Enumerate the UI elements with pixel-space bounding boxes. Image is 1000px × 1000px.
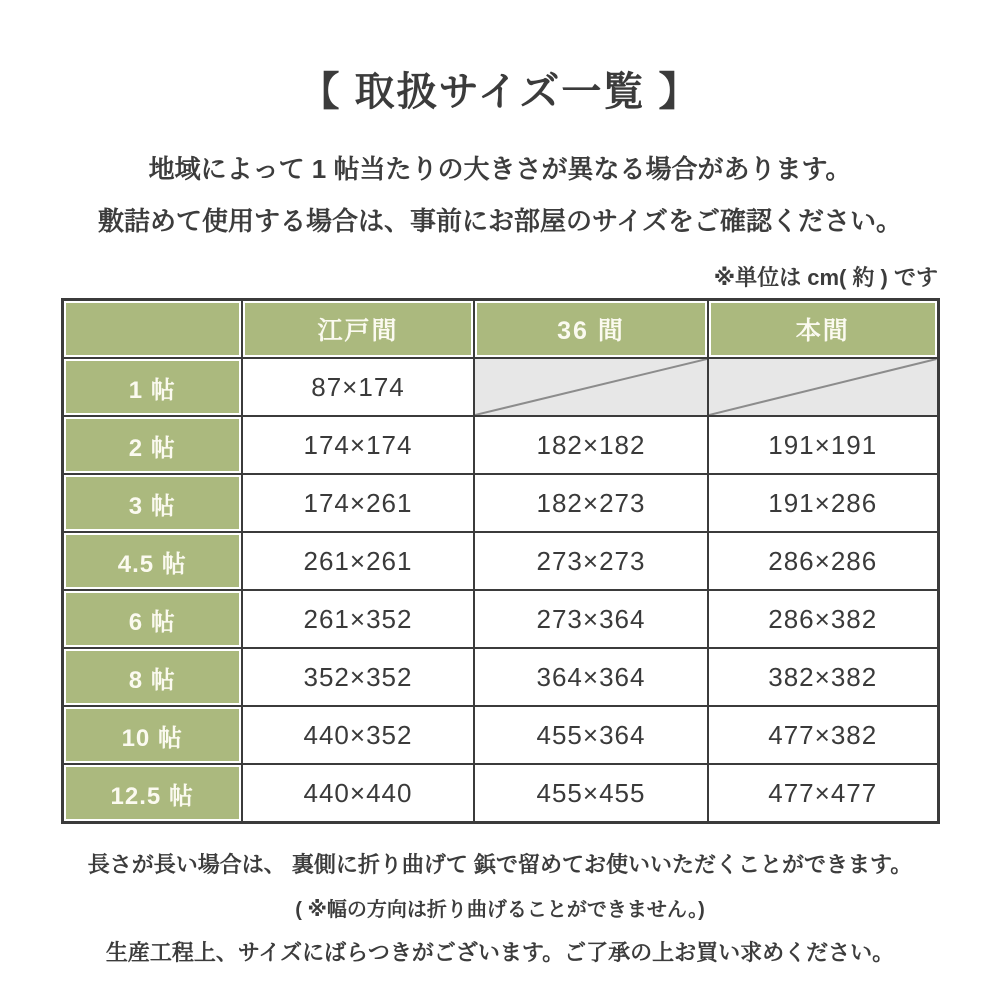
size-value-cell: 477×382 xyxy=(708,706,938,764)
table-row xyxy=(62,474,938,532)
table-row xyxy=(62,648,938,706)
footer-line-3: 生産工程上、サイズにばらつきがございます。ご了承の上お買い求めください。 xyxy=(105,940,895,965)
row-label: 4.5 帖 xyxy=(62,532,242,590)
not-available-cell xyxy=(474,358,708,416)
description-line-1: 地域によって 1 帖当たりの大きさが異なる場合があります。 xyxy=(148,154,852,184)
size-value-cell: 191×191 xyxy=(708,416,938,474)
size-table xyxy=(61,298,940,824)
row-label: 12.5 帖 xyxy=(62,764,242,823)
size-value-cell: 182×182 xyxy=(474,416,708,474)
size-value-cell: 382×382 xyxy=(708,648,938,706)
size-value-cell: 352×352 xyxy=(242,648,474,706)
column-header-edoma: 江戸間 xyxy=(242,300,474,359)
size-value-cell: 182×273 xyxy=(474,474,708,532)
row-label: 2 帖 xyxy=(62,416,242,474)
description-text xyxy=(0,143,1000,247)
size-value-cell: 440×440 xyxy=(242,764,474,823)
size-value-cell: 87×174 xyxy=(242,358,474,416)
footer-line-2: ( ※幅の方向は折り曲げることができません。) xyxy=(295,899,705,921)
table-row xyxy=(62,358,938,416)
not-available-cell xyxy=(708,358,938,416)
size-value-cell: 273×273 xyxy=(474,532,708,590)
size-value-cell: 364×364 xyxy=(474,648,708,706)
description-line-2: 敷詰めて使用する場合は、事前にお部屋のサイズをご確認ください。 xyxy=(98,206,902,236)
unit-note: ※単位は cm( 約 ) です xyxy=(713,265,938,290)
table-row xyxy=(62,764,938,823)
size-value-cell: 174×174 xyxy=(242,416,474,474)
size-value-cell: 273×364 xyxy=(474,590,708,648)
diagonal-slash-icon xyxy=(709,359,937,415)
table-row xyxy=(62,706,938,764)
footer-line-1: 長さが長い場合は、 裏側に折り曲げて 鋲で留めてお使いいただくことができます。 xyxy=(87,852,913,877)
row-label: 10 帖 xyxy=(62,706,242,764)
column-header-honma: 本間 xyxy=(708,300,938,359)
table-row xyxy=(62,416,938,474)
size-value-cell: 477×477 xyxy=(708,764,938,823)
table-row xyxy=(62,590,938,648)
row-label: 1 帖 xyxy=(62,358,242,416)
size-table-body xyxy=(62,358,938,823)
column-header-36ma: 36 間 xyxy=(474,300,708,359)
size-value-cell: 440×352 xyxy=(242,706,474,764)
size-value-cell: 261×261 xyxy=(242,532,474,590)
page-title: 【 取扱サイズ一覧 】 xyxy=(299,70,701,114)
size-value-cell: 191×286 xyxy=(708,474,938,532)
table-row xyxy=(62,532,938,590)
row-label: 3 帖 xyxy=(62,474,242,532)
row-label: 6 帖 xyxy=(62,590,242,648)
size-value-cell: 286×382 xyxy=(708,590,938,648)
row-label: 8 帖 xyxy=(62,648,242,706)
size-value-cell: 455×364 xyxy=(474,706,708,764)
diagonal-slash-icon xyxy=(475,359,707,415)
footer-notes xyxy=(0,848,1000,967)
corner-cell xyxy=(62,300,242,359)
table-header-row xyxy=(62,300,938,359)
size-value-cell: 261×352 xyxy=(242,590,474,648)
size-value-cell: 174×261 xyxy=(242,474,474,532)
size-value-cell: 286×286 xyxy=(708,532,938,590)
size-value-cell: 455×455 xyxy=(474,764,708,823)
